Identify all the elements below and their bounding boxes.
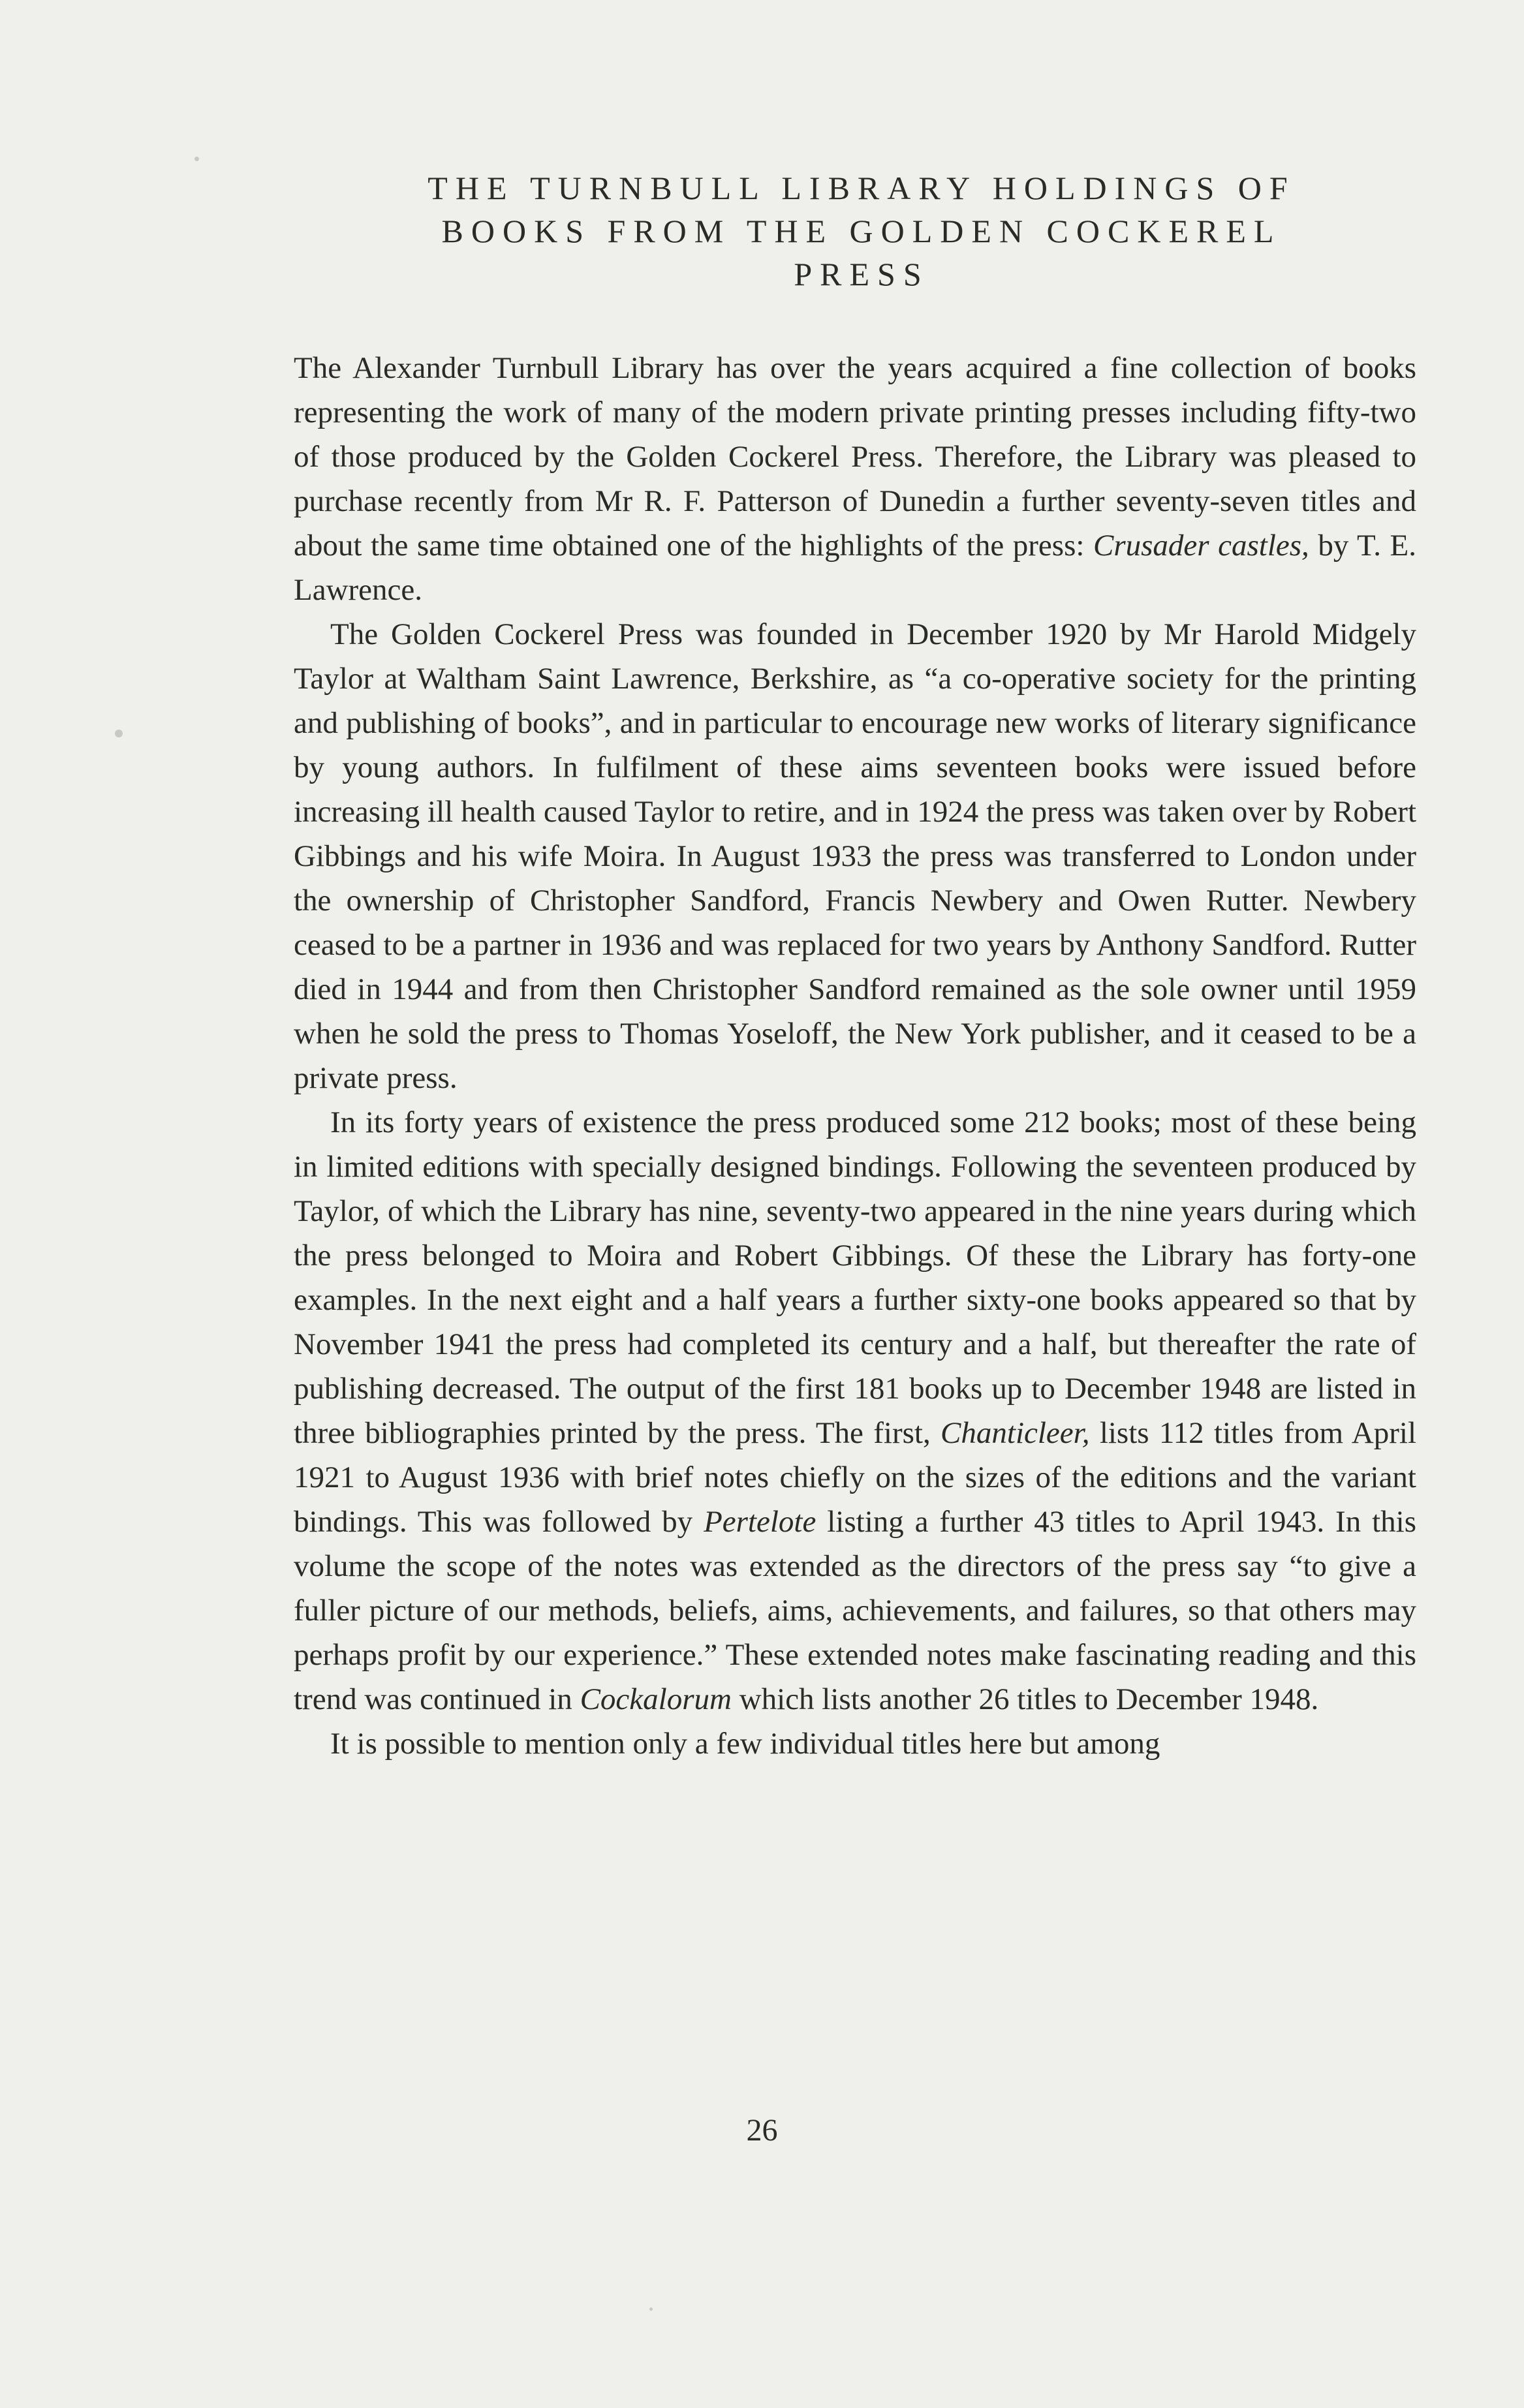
paragraph-3-text-d: which lists another 26 titles to December 1948. — [731, 1682, 1319, 1716]
paragraph-1 — [294, 346, 1416, 612]
book-title-pertelote: Pertelote — [704, 1505, 816, 1539]
paper-speck — [649, 2308, 653, 2311]
page-number: 26 — [746, 2113, 778, 2148]
book-title-crusader-castles: Crusader castles, — [1093, 529, 1309, 563]
book-title-chanticleer: Chanticleer, — [941, 1416, 1090, 1450]
paragraph-3-text-b: lists 112 titles from April 1921 to August 1936 with brief notes chiefly on the sizes of the editions and the variant bindings. This was followed by — [294, 1416, 1417, 1539]
paper-speck — [115, 730, 123, 737]
paragraph-1-text-b: by T. E. Lawrence. — [294, 529, 1416, 607]
heading-line-1: THE TURNBULL LIBRARY HOLDINGS OF — [428, 170, 1296, 206]
paper-speck — [194, 157, 199, 161]
paragraph-4: It is possible to mention only a few individual titles here but among — [330, 1727, 1160, 1761]
book-title-cockalorum: Cockalorum — [580, 1682, 732, 1716]
paragraph-3 — [294, 1100, 1416, 1721]
article-body — [294, 346, 1416, 1766]
article-heading — [287, 166, 1436, 296]
paragraph-3-text-a: In its forty years of existence the press produced some 212 books; most of these being in limited editions with specially designed bindings. Following the seventeen produced by Taylor, of which the Library has nine, seventy-two appeared in the nine years during which the press belonged to Moira and Robert Gibbings. Of these the Library has forty-one examples. In the next eight and a half years a further sixty-one books appeared so that by November 1941 the press had completed its century and a half, but thereafter the rate of publishing decreased. The output of the first 181 books up to December 1948 are listed in three bibliographies printed by the press. The first, — [294, 1105, 1416, 1450]
paragraph-1-text-a: The Alexander Turnbull Library has over the years acquired a fine collection of books representing the work of many of the modern private printing presses including fifty-two of those produced by the Golden Cockerel Press. Therefore, the Library was pleased to purchase recently from Mr R. F. Patterson of Dunedin a further seventy-seven titles and about the same time obtained one of the highlights of the press: — [294, 351, 1416, 563]
paragraph-3-text-c: listing a further 43 titles to April 1943. In this volume the scope of the notes was extended as the directors of the press say “to give a fuller picture of our methods, beliefs, aims, achievements, and failures, so that others may perhaps profit by our experience.” These extended notes make fascinating reading and this trend was continued in — [294, 1505, 1417, 1716]
heading-line-2: BOOKS FROM THE GOLDEN COCKEREL — [441, 213, 1282, 249]
heading-line-3: PRESS — [794, 256, 929, 292]
paragraph-2: The Golden Cockerel Press was founded in December 1920 by Mr Harold Midgely Taylor at Waltham Saint Lawrence, Berkshire, as “a co-operative society for the printing and publishing of books”, and in particular to encourage new works of literary significance by young authors. In fulfilment of these aims seventeen books were issued before increasing ill health caused Taylor to retire, and in 1924 the press was taken over by Robert Gibbings and his wife Moira. In August 1933 the press was transferred to London under the ownership of Christopher Sandford, Francis Newbery and Owen Rutter. Newbery ceased to be a partner in 1936 and was replaced for two years by Anthony Sandford. Rutter died in 1944 and from then Christopher Sandford remained as the sole owner until 1959 when he sold the press to Thomas Yoseloff, the New York publisher, and it ceased to be a private press. — [294, 617, 1416, 1095]
